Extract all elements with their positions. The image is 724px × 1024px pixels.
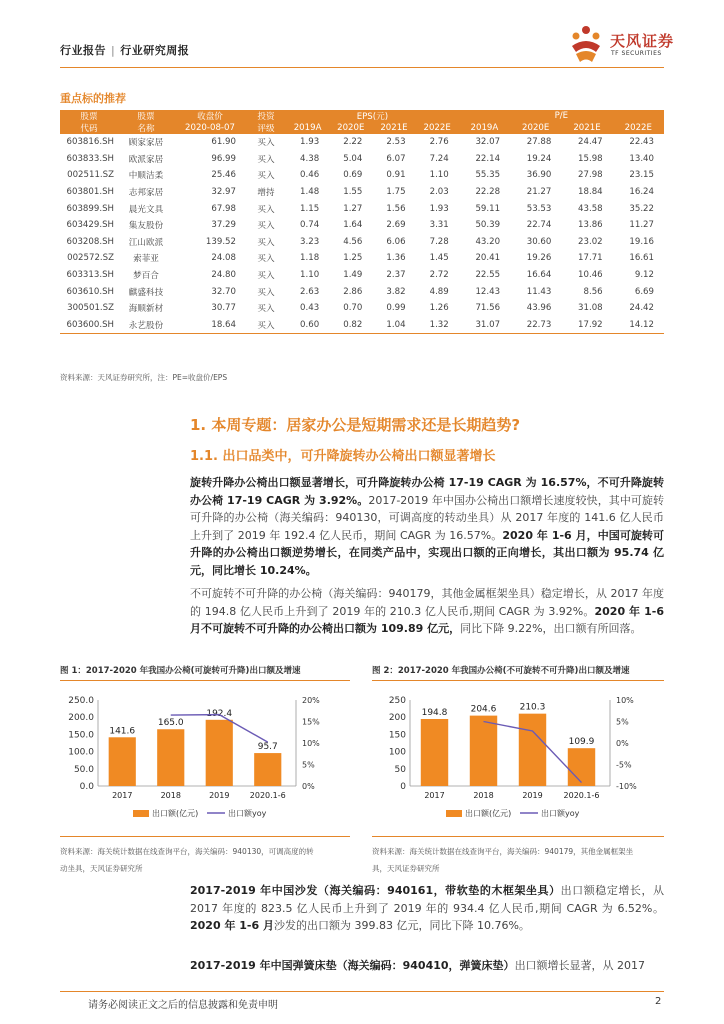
cell-eps-2020e: 1.25 (343, 253, 363, 264)
cell-eps-2022e: 7.28 (429, 236, 449, 247)
cell-name: 海顺新材 (128, 304, 164, 315)
fig2-legend-bar-swatch (446, 810, 462, 817)
th-pe-2020e: 2020E (510, 122, 561, 134)
cell-rating: 买入 (257, 171, 275, 182)
cell-rating: 买入 (257, 221, 275, 232)
cell-pe-2020e: 11.43 (526, 286, 552, 297)
table-row (60, 184, 664, 201)
p2-body: 不可旋转不可升降的办公椅（海关编码：940179，其他金属框架坐具）稳定增长，从 2017 年度的 194.8 亿人民币上升到了 2019 年的 210.3 亿人民币,期间 CAGR 为 3.92%。 (190, 587, 664, 618)
cell-eps-2021e: 0.99 (386, 303, 406, 314)
cell-price: 24.08 (211, 253, 236, 264)
table-row (60, 134, 664, 151)
fig1-title: 图 1：2017-2020 年我国办公椅(可旋转可升降)出口额及增速 (60, 666, 301, 676)
cell-eps-2021e: 1.75 (386, 187, 406, 198)
th-pe-2021e: 2021E (561, 122, 612, 134)
report-type: 行业报告 (60, 44, 106, 57)
table-row (60, 234, 664, 251)
fig1-y-left-tick: 250.0 (68, 696, 94, 706)
p3-body: 出口额稳定增长，从 2017 年度的 823.5 亿人民币上升到了 2019 年的 934.4 亿人民币,期间 CAGR 为 6.52%。 (190, 884, 665, 915)
cell-name: 中顺洁柔 (128, 171, 164, 182)
fig1-source-line1: 资料来源：海关统计数据在线查询平台，海关编码：940130，可调高度的转 (60, 847, 314, 856)
cell-eps-2020e: 2.86 (343, 286, 363, 297)
fig2-legend-line-label: 出口额yoy (541, 809, 580, 818)
fig2-bar-label: 210.3 (519, 702, 546, 713)
p3-bold-mid: 2020 年 1-6 月 (190, 919, 274, 932)
cell-pe-2020e: 43.96 (526, 303, 552, 314)
fig2-bar-label: 109.9 (568, 737, 595, 748)
cell-code: 603610.SH (66, 286, 114, 297)
cell-eps-2019a: 0.43 (300, 303, 320, 314)
cell-pe-2020e: 27.88 (526, 137, 552, 148)
cell-eps-2019a: 1.15 (300, 203, 320, 214)
cell-eps-2022e: 2.76 (429, 137, 449, 148)
cell-pe-2019a: 22.55 (475, 270, 501, 281)
cell-code: 603208.SH (66, 236, 114, 247)
fig1-x-tick: 2020.1-6 (249, 791, 286, 800)
fig2-bar-label: 204.6 (470, 704, 497, 715)
fig1-bar (109, 737, 136, 786)
fig1-x-tick: 2017 (112, 791, 133, 800)
cell-pe-2020e: 16.64 (526, 270, 552, 281)
paragraph-mattress (190, 957, 664, 975)
cell-price: 96.99 (211, 153, 236, 164)
cell-eps-2019a: 3.23 (300, 236, 320, 247)
cell-code: 603600.SH (60, 317, 118, 334)
p4-body: 出口额增长显著，从 2017 (514, 959, 646, 972)
fig1-legend-bar-swatch (133, 810, 149, 817)
p3-body-tail: 沙发的出口额为 399.83 亿元，同比下降 10.76%。 (273, 919, 530, 932)
cell-eps-2020e: 1.27 (343, 203, 363, 214)
cell-eps-2022e: 1.32 (416, 317, 459, 334)
cell-pe-2020e: 22.74 (526, 220, 552, 231)
table-row (60, 151, 664, 168)
cell-pe-2019a: 22.28 (475, 187, 501, 198)
fig1-x-tick: 2018 (160, 791, 181, 800)
cell-pe-2019a: 22.14 (475, 153, 501, 164)
cell-pe-2021e: 18.84 (578, 187, 603, 198)
cell-rating: 增持 (257, 188, 275, 199)
cell-pe-2020e: 36.90 (526, 170, 552, 181)
fig2-y-right-tick: 5% (616, 717, 629, 727)
fig2-source-line2: 具，天风证券研究所 (372, 864, 440, 873)
header-divider (60, 67, 664, 68)
cell-eps-2021e: 3.82 (386, 286, 406, 297)
th-code: 代码 (60, 122, 118, 134)
fig1-y-right-tick: 15% (302, 717, 320, 727)
footer-disclaimer: 请务必阅读正文之后的信息披露和免责申明 (88, 1000, 278, 1011)
cell-eps-2022e: 2.03 (429, 187, 449, 198)
fig1-y-left-tick: 200.0 (68, 713, 94, 724)
cell-pe-2019a: 55.35 (475, 170, 501, 181)
paragraph-office-chair-swivel (190, 474, 664, 579)
th-pe-2022e: 2022E (613, 122, 664, 134)
page-number: 2 (655, 996, 662, 1007)
cell-pe-2022e: 13.40 (629, 153, 654, 164)
cell-name: 索菲亚 (133, 254, 159, 265)
fig1-bar-label: 192.4 (206, 708, 233, 719)
cell-pe-2021e: 10.46 (578, 270, 603, 281)
cell-pe-2021e: 27.98 (578, 170, 603, 181)
fig2-y-right-tick: -10% (616, 782, 637, 791)
cell-code: 603816.SH (66, 137, 114, 148)
cell-rating: 买入 (257, 154, 275, 165)
cell-rating: 买入 (257, 254, 275, 265)
picks-title: 重点标的推荐 (60, 92, 126, 105)
fig2-y-left-tick: 0 (400, 782, 406, 792)
fig1-bar-label: 165.0 (157, 718, 184, 729)
fig2-bottom-rule (372, 836, 664, 837)
fig1-y-left-tick: 150.0 (68, 730, 94, 741)
cell-price: 32.70 (211, 286, 236, 297)
logo-mark-icon (566, 22, 606, 66)
cell-price: 32.97 (211, 187, 236, 198)
table-header-row-bottom (60, 122, 664, 134)
cell-eps-2020e: 1.55 (343, 187, 363, 198)
fig1-y-right-tick: 20% (302, 696, 320, 705)
cell-pe-2022e: 11.27 (629, 220, 654, 231)
cell-pe-2021e: 24.47 (578, 137, 603, 148)
cell-code: 603313.SH (66, 270, 114, 281)
cell-code: 002572.SZ (67, 253, 114, 264)
cell-eps-2019a: 2.63 (300, 286, 320, 297)
cell-pe-2022e: 16.24 (629, 187, 654, 198)
cell-eps-2022e: 1.93 (429, 203, 449, 214)
fig1-y-left-tick: 100.0 (68, 747, 94, 758)
cell-price: 37.29 (211, 220, 236, 231)
picks-source: 资料来源：天风证券研究所，注：PE=收盘价/EPS (60, 373, 228, 382)
cell-eps-2021e: 1.36 (386, 253, 406, 264)
cell-name: 梦百合 (133, 271, 159, 282)
table-row (60, 317, 664, 334)
cell-eps-2020e: 5.04 (343, 153, 363, 164)
cell-pe-2020e: 19.24 (526, 153, 552, 164)
cell-pe-2019a: 31.07 (459, 317, 510, 334)
th-price-date: 2020-08-07 (174, 122, 246, 134)
cell-eps-2019a: 1.93 (300, 137, 320, 148)
cell-rating: 买入 (257, 204, 275, 215)
fig1-y-right-tick: 5% (302, 760, 315, 770)
fig1-y-left-tick: 0.0 (79, 782, 94, 792)
fig1-bar-label: 95.7 (257, 742, 278, 753)
fig1-x-tick: 2019 (209, 791, 230, 800)
header-separator: | (111, 44, 116, 57)
cell-code: 603899.SH (66, 203, 114, 214)
cell-price: 61.90 (211, 137, 236, 148)
p3-bold-lead: 2017-2019 年中国沙发（海关编码：940161，带软垫的木框架坐具） (190, 884, 561, 897)
cell-eps-2022e: 4.89 (429, 286, 449, 297)
fig2-y-right-tick: 0% (616, 739, 629, 748)
fig2-y-left-tick: 150 (388, 730, 406, 741)
cell-eps-2020e: 4.56 (343, 236, 363, 247)
cell-pe-2019a: 32.07 (475, 137, 501, 148)
cell-pe-2019a: 12.43 (475, 286, 501, 297)
cell-eps-2021e: 1.04 (372, 317, 415, 334)
cell-code: 603801.SH (66, 187, 114, 198)
cell-name: 顾家家居 (128, 138, 164, 149)
cell-rating: 买入 (257, 237, 275, 248)
cell-eps-2019a: 0.60 (286, 317, 329, 334)
cell-eps-2020e: 2.22 (343, 137, 363, 148)
cell-eps-2021e: 6.06 (386, 236, 406, 247)
cell-eps-2019a: 4.38 (300, 153, 320, 164)
fig2-x-tick: 2017 (424, 791, 445, 800)
fig2-source-line1: 资料来源：海关统计数据在线查询平台，海关编码：940179，其他金属框架坐 (372, 847, 634, 856)
th-name-top: 股票 (118, 110, 174, 122)
th-eps-2021e: 2021E (372, 122, 415, 134)
th-code-top: 股票 (60, 110, 118, 122)
fig1-legend-line-label: 出口额yoy (228, 809, 267, 818)
cell-eps-2021e: 1.56 (386, 203, 406, 214)
fig1-y-right-tick: 10% (302, 739, 320, 748)
cell-eps-2021e: 0.91 (386, 170, 406, 181)
fig1-bar (206, 720, 233, 786)
fig1-bottom-rule (60, 836, 350, 837)
cell-pe-2019a: 50.39 (475, 220, 501, 231)
fig2-x-tick: 2019 (522, 791, 543, 800)
p1-body: 2017-2019 年中国办公椅出口额增长速度较快，其中可旋转可升降的办公椅（海关编码：940130，可调高度的转动坐具）从 2017 年度的 141.6 亿人民币上升到了 2019 年 192.4 亿人民币，期间 CAGR 为 16.57%。 (190, 493, 664, 542)
fig2-title: 图 2：2017-2020 年我国办公椅(不可旋转不可升降)出口额及增速 (372, 666, 630, 676)
cell-name: 志邦家居 (128, 188, 164, 199)
cell-eps-2021e: 6.07 (386, 153, 406, 164)
cell-eps-2019a: 1.10 (300, 270, 320, 281)
fig1-bar (157, 729, 184, 786)
cell-pe-2022e: 9.12 (634, 270, 654, 281)
cell-pe-2021e: 23.02 (578, 236, 603, 247)
cell-eps-2022e: 1.10 (429, 170, 449, 181)
cell-eps-2020e: 0.70 (343, 303, 363, 314)
cell-eps-2020e: 0.82 (329, 317, 372, 334)
cell-name: 晨光文具 (128, 204, 164, 215)
th-pe: P/E (459, 110, 664, 122)
picks-table-body (60, 134, 664, 334)
cell-eps-2019a: 1.48 (300, 187, 320, 198)
fig2-source (372, 843, 664, 877)
cell-pe-2022e: 16.61 (629, 253, 654, 264)
cell-eps-2022e: 1.26 (429, 303, 449, 314)
fig2-x-tick: 2020.1-6 (563, 791, 600, 800)
table-row (60, 167, 664, 184)
cell-pe-2020e: 22.73 (510, 317, 561, 334)
logo-text-en: TF SECURITIES (611, 50, 662, 57)
cell-eps-2022e: 3.31 (429, 220, 449, 231)
cell-eps-2021e: 2.69 (386, 220, 406, 231)
cell-eps-2020e: 1.64 (343, 220, 363, 231)
cell-eps-2020e: 1.49 (343, 270, 363, 281)
fig2-y-left-tick: 250 (388, 696, 406, 706)
fig1-source-line2: 动坐具，天风证券研究所 (60, 864, 143, 873)
cell-pe-2020e: 53.53 (526, 203, 552, 214)
fig2-y-left-tick: 200 (388, 713, 406, 724)
p2-body-tail: 同比下降 9.22%，出口额有所回落。 (460, 622, 642, 635)
fig2-bar-label: 194.8 (421, 707, 448, 718)
footer-divider (60, 991, 664, 992)
th-price-top: 收盘价 (174, 110, 246, 122)
cell-pe-2020e: 30.60 (526, 236, 552, 247)
th-rating-top: 投资 (246, 110, 286, 122)
paragraph-sofa (190, 882, 664, 935)
cell-pe-2022e: 22.43 (629, 137, 654, 148)
th-eps: EPS(元) (286, 110, 459, 122)
cell-pe-2021e: 13.86 (578, 220, 603, 231)
table-row (60, 250, 664, 267)
cell-pe-2019a: 59.11 (475, 203, 501, 214)
cell-pe-2021e: 17.71 (578, 253, 603, 264)
fig2-legend-bar-label: 出口额(亿元) (465, 809, 512, 818)
cell-rating: 买入 (257, 304, 275, 315)
p4-bold-lead: 2017-2019 年中国弹簧床垫（海关编码：940410，弹簧床垫） (190, 959, 515, 972)
fig1-y-left-tick: 50.0 (73, 764, 94, 775)
cell-pe-2020e: 19.26 (526, 253, 552, 264)
cell-pe-2021e: 31.08 (578, 303, 603, 314)
cell-pe-2022e: 35.22 (629, 203, 654, 214)
cell-eps-2022e: 2.72 (429, 270, 449, 281)
cell-rating: 买入 (257, 138, 275, 149)
th-name: 名称 (118, 122, 174, 134)
cell-name: 欧派家居 (128, 154, 164, 165)
section-heading-1: 1. 本周专题：居家办公是短期需求还是长期趋势? (190, 416, 521, 434)
cell-eps-2019a: 0.74 (300, 220, 320, 231)
cell-price: 18.64 (174, 317, 246, 334)
p1-bold-lead: 旋转升降办公椅出口额显著增长，可升降旋转办公椅 17-19 CAGR 为 16.57%，不可升降旋转办公椅 17-19 CAGR 为 3.92%。 (190, 476, 664, 507)
cell-code: 300501.SZ (67, 303, 114, 314)
paragraph-office-chair-fixed (190, 585, 664, 638)
cell-name: 江山欧派 (128, 237, 164, 248)
cell-price: 139.52 (205, 236, 236, 247)
cell-pe-2020e: 21.27 (526, 187, 552, 198)
cell-code: 002511.SZ (67, 170, 114, 181)
fig1-source (60, 843, 350, 877)
cell-pe-2021e: 43.58 (578, 203, 603, 214)
cell-rating: 买入 (257, 271, 275, 282)
report-subtype: 行业研究周报 (120, 44, 190, 57)
th-eps-2019a: 2019A (286, 122, 329, 134)
p1-bold-tail: 2020 年 1-6 月，中国可旋转可升降的办公椅出口额逆势增长，在同类产品中，实现出口额的正向增长，其出口额为 95.74 亿元，同比增长 10.24%。 (190, 528, 664, 577)
cell-eps-2019a: 0.46 (300, 170, 320, 181)
cell-pe-2021e: 8.56 (583, 286, 603, 297)
cell-eps-2022e: 7.24 (429, 153, 449, 164)
table-row (60, 217, 664, 234)
cell-code: 603833.SH (66, 153, 114, 164)
fig2-bar (421, 719, 448, 786)
table-row (60, 300, 664, 317)
cell-price: 67.98 (211, 203, 236, 214)
picks-table (60, 110, 664, 334)
fig1-bar-label: 141.6 (109, 726, 136, 737)
cell-eps-2019a: 1.18 (300, 253, 320, 264)
fig2-bar (470, 716, 497, 786)
fig2-chart (372, 690, 664, 830)
fig2-y-left-tick: 100 (388, 747, 406, 758)
cell-pe-2019a: 43.20 (475, 236, 501, 247)
report-header (60, 42, 189, 58)
cell-price: 30.77 (211, 303, 236, 314)
cell-pe-2022e: 24.42 (629, 303, 654, 314)
fig2-x-tick: 2018 (473, 791, 494, 800)
fig1-y-right-tick: 0% (302, 782, 315, 791)
cell-eps-2021e: 2.53 (386, 137, 406, 148)
cell-rating: 买入 (246, 317, 286, 334)
cell-pe-2021e: 17.92 (561, 317, 612, 334)
cell-code: 603429.SH (66, 220, 114, 231)
th-eps-2022e: 2022E (416, 122, 459, 134)
fig2-top-rule (372, 680, 664, 681)
table-row (60, 200, 664, 217)
cell-name: 麒盛科技 (128, 287, 164, 298)
cell-name: 永艺股份 (118, 317, 174, 334)
th-rating: 评级 (246, 122, 286, 134)
cell-price: 24.80 (211, 270, 236, 281)
fig2-y-right-tick: 10% (616, 696, 634, 705)
cell-eps-2021e: 2.37 (386, 270, 406, 281)
cell-pe-2021e: 15.98 (578, 153, 603, 164)
fig1-legend-bar-label: 出口额(亿元) (152, 809, 199, 818)
table-header-row-top (60, 110, 664, 122)
cell-name: 集友股份 (128, 221, 164, 232)
fig2-y-left-tick: 50 (394, 764, 406, 775)
table-row (60, 267, 664, 284)
cell-pe-2019a: 20.41 (475, 253, 501, 264)
th-eps-2020e: 2020E (329, 122, 372, 134)
cell-pe-2022e: 19.16 (629, 236, 654, 247)
logo-text-cn: 天风证券 (610, 32, 675, 50)
fig1-bar (254, 753, 281, 786)
th-pe-2019a: 2019A (459, 122, 510, 134)
cell-eps-2020e: 0.69 (343, 170, 363, 181)
cell-rating: 买入 (257, 287, 275, 298)
fig1-chart (60, 690, 350, 830)
cell-pe-2022e: 23.15 (629, 170, 654, 181)
cell-pe-2019a: 71.56 (475, 303, 501, 314)
fig2-bar (568, 748, 595, 786)
fig2-y-right-tick: -5% (616, 760, 632, 770)
p2-bold: 2020 年 1-6 月不可旋转不可升降的办公椅出口额为 109.89 亿元， (190, 604, 664, 635)
table-row (60, 283, 664, 300)
cell-eps-2022e: 1.45 (429, 253, 449, 264)
fig1-top-rule (60, 680, 350, 681)
cell-pe-2022e: 14.12 (613, 317, 664, 334)
section-heading-1-1: 1.1. 出口品类中，可升降旋转办公椅出口额显著增长 (190, 449, 496, 464)
cell-price: 25.46 (211, 170, 236, 181)
tf-securities-logo (566, 22, 676, 66)
cell-pe-2022e: 6.69 (634, 286, 654, 297)
fig2-bar (519, 714, 546, 786)
